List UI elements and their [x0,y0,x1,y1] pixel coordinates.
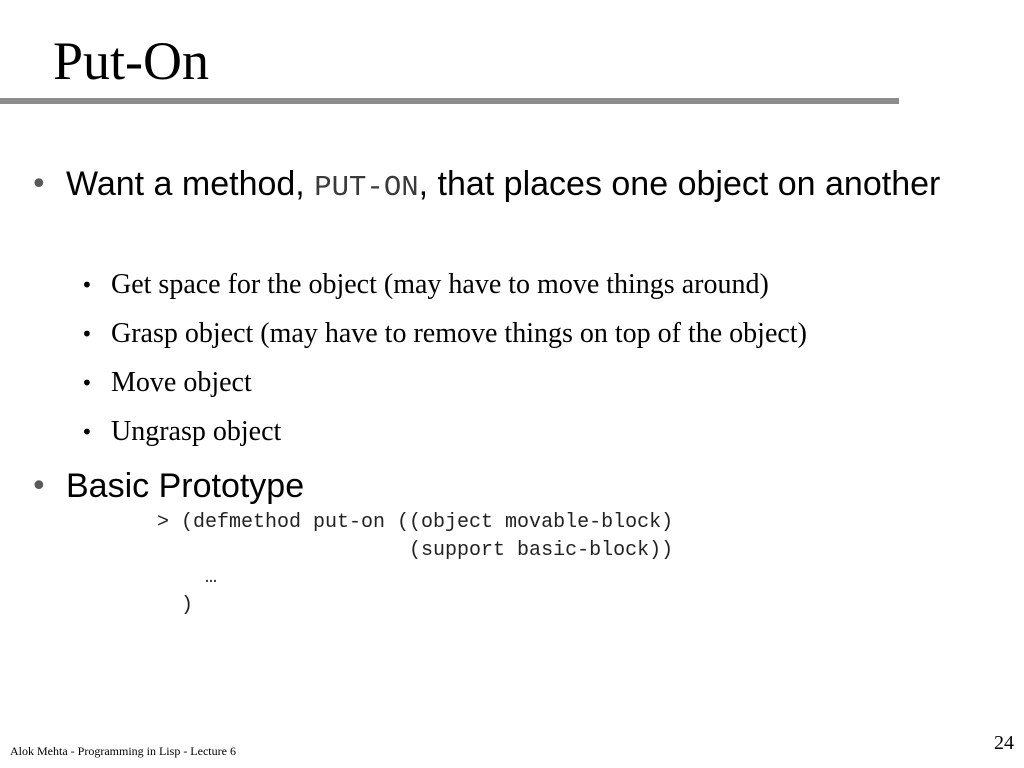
slide-footer: Alok Mehta - Programming in Lisp - Lecture 6 [10,744,236,758]
bullet-want-method [30,160,986,212]
sub-bullet-text: Move object [111,367,252,398]
sub-bullet-dot-icon: • [81,371,93,395]
bullet-basic-prototype [30,462,986,511]
sub-bullet-dot-icon: • [81,322,93,346]
code-line: ) [157,593,194,617]
page-number: 24 [994,732,1014,754]
bullet-dot-icon: • [30,469,48,504]
sub-bullet-dot-icon: • [81,420,93,444]
code-line: … [157,566,218,589]
sub-bullet-ungrasp [81,415,1011,449]
sub-bullet-get-space [81,268,1011,302]
bullet-text-after: , that places one object on another [418,165,941,203]
sub-bullet-grasp [81,317,1011,351]
sub-bullet-text: Grasp object (may have to remove things on top of the object) [111,318,807,349]
code-line: (support basic-block)) [157,538,674,562]
sub-bullet-text: Ungrasp object [111,416,282,447]
sub-bullet-text: Get space for the object (may have to move things around) [111,269,769,300]
sub-bullet-dot-icon: • [81,273,93,297]
inline-code-put-on: PUT-ON [314,171,419,204]
bullet-text-before: Want a method, [66,165,315,203]
sub-bullet-move [81,366,1011,400]
bullet-text: Basic Prototype [66,467,305,505]
slide-title: Put-On [53,31,210,91]
title-underline [0,98,899,104]
code-line: > (defmethod put-on ((object movable-block) [157,511,674,534]
bullet-dot-icon: • [30,167,48,202]
code-block [157,509,673,619]
